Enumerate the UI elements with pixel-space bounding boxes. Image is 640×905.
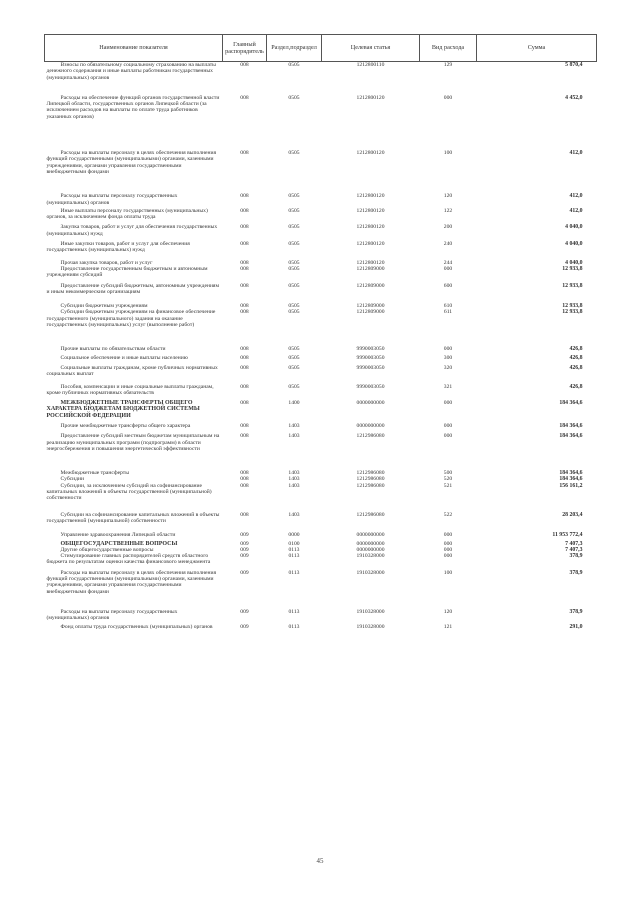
table-row bbox=[45, 400, 597, 423]
cell-name: Социальные выплаты гражданам, кроме публичных нормативных социальных выплат bbox=[46, 364, 218, 378]
header-vr: Вид расхода bbox=[420, 35, 477, 62]
cell-cs: 0000000000 bbox=[356, 422, 385, 429]
table-row bbox=[45, 624, 597, 630]
cell-gr: 008 bbox=[240, 400, 249, 407]
cell-sum: 426,8 bbox=[569, 364, 583, 371]
cell-sum: 184 364,6 bbox=[559, 400, 583, 407]
cell-rz: 0505 bbox=[288, 259, 300, 266]
cell-gr: 008 bbox=[240, 383, 249, 390]
table-row bbox=[45, 365, 597, 384]
cell-sum: 156 161,2 bbox=[559, 482, 583, 489]
cell-name: Расходы на выплаты персоналу государственных (муниципальных) органов bbox=[46, 193, 178, 206]
cell-vr: 320 bbox=[443, 364, 453, 371]
cell-rz: 1403 bbox=[288, 476, 300, 483]
cell-name: Взносы по обязательному социальному страхованию на выплаты денежного содержания и иные выплаты работникам государственных (муниципальных) органов bbox=[46, 62, 216, 81]
cell-sum: 426,8 bbox=[569, 383, 583, 390]
header-cs: Целевая статья bbox=[322, 35, 420, 62]
cell-cs: 1212809000 bbox=[356, 309, 385, 316]
table-header-row bbox=[45, 35, 597, 62]
cell-rz: 0505 bbox=[288, 62, 300, 68]
cell-name: МЕЖБЮДЖЕТНЫЕ ТРАНСФЕРТЫ ОБЩЕГО ХАРАКТЕРА БЮДЖЕТАМ БЮДЖЕТНОЙ СИСТЕМЫ РОССИЙСКОЙ ФЕДЕРАЦИИ bbox=[46, 400, 200, 419]
cell-gr: 009 bbox=[240, 540, 249, 547]
cell-vr: 244 bbox=[443, 259, 453, 266]
table-row bbox=[45, 224, 597, 241]
cell-sum: 378,9 bbox=[569, 553, 583, 560]
header-rz: Раздел,подраздел bbox=[267, 35, 322, 62]
cell-name: Расходы на выплаты персоналу в целях обеспечения выполнения функций государственными (муниципальными) органами, казенными учреждениями, органами управления государственными внебюджетными фондами bbox=[46, 150, 217, 175]
cell-sum: 412,0 bbox=[569, 150, 583, 157]
cell-gr: 008 bbox=[240, 476, 249, 483]
cell-name: Межбюджетные трансферты bbox=[60, 470, 129, 477]
cell-vr: 610 bbox=[443, 303, 453, 310]
cell-sum: 7 407,3 bbox=[565, 546, 583, 553]
table-row bbox=[45, 241, 597, 260]
cell-name: Прочие межбюджетные трансферты общего характера bbox=[60, 422, 191, 429]
cell-rz: 0505 bbox=[288, 282, 300, 289]
cell-rz: 0505 bbox=[288, 224, 300, 231]
cell-rz: 0505 bbox=[288, 383, 300, 390]
cell-rz: 0505 bbox=[288, 364, 300, 371]
cell-gr: 008 bbox=[240, 346, 249, 353]
header-sum: Сумма bbox=[477, 35, 597, 62]
cell-sum: 5 870,4 bbox=[565, 62, 583, 68]
cell-vr: 100 bbox=[443, 569, 453, 576]
cell-sum: 11 953 772,4 bbox=[552, 532, 583, 539]
cell-sum: 412,0 bbox=[569, 193, 583, 200]
cell-rz: 0505 bbox=[288, 346, 300, 353]
cell-name: Иные закупки товаров, работ и услуг для обеспечения государственных (муниципальных) нужд bbox=[46, 241, 190, 254]
cell-sum: 7 407,3 bbox=[565, 540, 583, 547]
cell-name: Расходы на выплаты персоналу государственных (муниципальных) органов bbox=[46, 608, 178, 622]
cell-name: Фонд оплаты труда государственных (муниципальных) органов bbox=[60, 623, 213, 630]
cell-rz: 0113 bbox=[288, 553, 300, 560]
cell-name: Иные выплаты персоналу государственных (муниципальных) органов, за исключением фонда оплаты труда bbox=[46, 207, 208, 221]
cell-sum: 12 933,8 bbox=[562, 282, 583, 289]
cell-sum: 426,8 bbox=[569, 354, 583, 361]
cell-rz: 1400 bbox=[288, 400, 300, 407]
cell-gr: 008 bbox=[240, 193, 249, 200]
table-row bbox=[45, 609, 597, 624]
cell-vr: 000 bbox=[443, 433, 453, 440]
cell-vr: 611 bbox=[443, 309, 453, 316]
cell-gr: 008 bbox=[240, 470, 249, 477]
cell-cs: 9990003050 bbox=[356, 354, 385, 361]
cell-sum: 426,8 bbox=[569, 346, 583, 353]
cell-name: Предоставление государственным бюджетным и автономным учреждениям субсидий bbox=[46, 265, 208, 279]
table-row bbox=[45, 355, 597, 365]
cell-vr: 500 bbox=[443, 470, 453, 477]
cell-rz: 0505 bbox=[288, 207, 300, 214]
cell-name: Субсидии на софинансирование капитальных вложений в объекты государственной (муниципальной) собственности bbox=[46, 511, 220, 524]
cell-vr: 000 bbox=[443, 546, 453, 553]
table-row bbox=[45, 433, 597, 470]
cell-cs: 1212800120 bbox=[356, 94, 385, 101]
cell-rz: 0505 bbox=[288, 193, 300, 200]
cell-gr: 009 bbox=[240, 546, 249, 553]
table-row bbox=[45, 95, 597, 150]
cell-gr: 008 bbox=[240, 364, 249, 371]
cell-cs: 1910328000 bbox=[356, 623, 385, 630]
cell-name: Субсидии, за исключением субсидий на софинансирование капитальных вложений в объекты государственной (муниципальной) собственности bbox=[46, 482, 212, 502]
cell-vr: 000 bbox=[443, 540, 453, 547]
cell-sum: 12 933,8 bbox=[562, 265, 583, 272]
cell-rz: 0113 bbox=[288, 608, 300, 615]
cell-cs: 1212800120 bbox=[356, 150, 385, 157]
cell-vr: 520 bbox=[443, 476, 453, 483]
page-number: 45 bbox=[316, 857, 324, 865]
cell-vr: 000 bbox=[443, 532, 453, 539]
cell-gr: 008 bbox=[240, 282, 249, 289]
cell-name: Предоставление субсидий бюджетным, автономным учреждениям и иным некоммерческим организациям bbox=[46, 282, 220, 295]
cell-gr: 008 bbox=[240, 511, 249, 518]
table-row bbox=[45, 483, 597, 512]
cell-gr: 009 bbox=[240, 569, 249, 576]
table-row bbox=[45, 62, 597, 95]
table-row bbox=[45, 150, 597, 193]
cell-sum: 4 040,0 bbox=[565, 259, 583, 266]
cell-rz: 0113 bbox=[288, 569, 300, 576]
cell-gr: 009 bbox=[240, 553, 249, 560]
cell-vr: 000 bbox=[443, 422, 453, 429]
cell-name: Субсидии bbox=[60, 476, 84, 483]
cell-cs: 1910328000 bbox=[356, 569, 385, 576]
cell-sum: 412,0 bbox=[569, 207, 583, 214]
cell-rz: 1403 bbox=[288, 422, 300, 429]
cell-name: Другие общегосударственные вопросы bbox=[60, 546, 154, 553]
cell-vr: 522 bbox=[443, 511, 453, 518]
cell-name: Предоставление субсидий местным бюджетам муниципальным на реализацию муниципальных программ (подпрограмм) в области энергосбережения и повышения энергетической эффективности bbox=[46, 433, 220, 452]
cell-vr: 521 bbox=[443, 482, 453, 489]
cell-cs: 9990003050 bbox=[356, 346, 385, 353]
cell-cs: 0000000000 bbox=[356, 540, 385, 547]
cell-cs: 1212986080 bbox=[356, 482, 385, 489]
cell-vr: 120 bbox=[443, 608, 453, 615]
table-row bbox=[45, 532, 597, 540]
cell-gr: 008 bbox=[240, 303, 249, 310]
cell-cs: 1212800120 bbox=[356, 193, 385, 200]
table-row bbox=[45, 193, 597, 208]
cell-sum: 12 933,8 bbox=[562, 309, 583, 316]
cell-rz: 0113 bbox=[288, 546, 300, 553]
cell-rz: 0100 bbox=[288, 540, 300, 547]
cell-rz: 1403 bbox=[288, 433, 300, 440]
cell-rz: 0505 bbox=[288, 150, 300, 157]
cell-gr: 008 bbox=[240, 265, 249, 272]
cell-rz: 1403 bbox=[288, 511, 300, 518]
cell-vr: 121 bbox=[443, 623, 453, 630]
cell-vr: 122 bbox=[443, 207, 453, 214]
table-row bbox=[45, 208, 597, 225]
cell-cs: 9990003050 bbox=[356, 364, 385, 371]
cell-rz: 0113 bbox=[288, 623, 300, 630]
cell-cs: 1910328000 bbox=[356, 608, 385, 615]
cell-cs: 1212809000 bbox=[356, 282, 385, 289]
cell-cs: 1212800120 bbox=[356, 207, 385, 214]
cell-rz: 0505 bbox=[288, 94, 300, 101]
cell-rz: 0505 bbox=[288, 265, 300, 272]
cell-gr: 009 bbox=[240, 623, 249, 630]
cell-sum: 378,9 bbox=[569, 608, 583, 615]
table-row bbox=[45, 266, 597, 283]
cell-gr: 008 bbox=[240, 422, 249, 429]
cell-rz: 0000 bbox=[288, 532, 300, 539]
cell-vr: 129 bbox=[443, 62, 453, 68]
cell-gr: 009 bbox=[240, 532, 249, 539]
header-name: Наименование показателя bbox=[45, 35, 223, 62]
cell-sum: 12 933,8 bbox=[562, 303, 583, 310]
cell-rz: 0505 bbox=[288, 309, 300, 316]
cell-gr: 008 bbox=[240, 62, 249, 68]
cell-gr: 008 bbox=[240, 224, 249, 231]
cell-sum: 184 364,6 bbox=[559, 422, 583, 429]
cell-cs: 1212986080 bbox=[356, 470, 385, 477]
cell-name: Управление здравоохранения Липецкой области bbox=[60, 532, 176, 539]
cell-cs: 1212809000 bbox=[356, 303, 385, 310]
cell-cs: 1212800120 bbox=[356, 224, 385, 231]
cell-gr: 008 bbox=[240, 433, 249, 440]
cell-cs: 1212800120 bbox=[356, 259, 385, 266]
cell-vr: 000 bbox=[443, 94, 453, 101]
cell-cs: 0000000000 bbox=[356, 400, 385, 407]
cell-name: Субсидии бюджетным учреждениям bbox=[60, 303, 148, 310]
cell-vr: 100 bbox=[443, 150, 453, 157]
cell-name: Стимулирование главных распорядителей средств областного бюджета по результатам оценки качества финансового менеджмента bbox=[46, 553, 211, 566]
cell-sum: 28 203,4 bbox=[562, 511, 583, 518]
cell-cs: 1212800120 bbox=[356, 241, 385, 248]
cell-gr: 008 bbox=[240, 241, 249, 248]
cell-sum: 4 040,0 bbox=[565, 224, 583, 231]
cell-vr: 000 bbox=[443, 265, 453, 272]
table-row bbox=[45, 309, 597, 346]
cell-vr: 300 bbox=[443, 354, 453, 361]
table-row bbox=[45, 283, 597, 304]
cell-name: Расходы на обеспечение функций органов государственной власти Липецкой области, государственных органов Липецкой области (за исключением расходов на выплаты по оплате труда работников указанных органов) bbox=[46, 94, 220, 120]
cell-sum: 378,9 bbox=[569, 569, 583, 576]
budget-table bbox=[44, 34, 597, 630]
table-row bbox=[45, 553, 597, 570]
cell-gr: 008 bbox=[240, 150, 249, 157]
cell-cs: 1212809000 bbox=[356, 265, 385, 272]
cell-name: Закупка товаров, работ и услуг для обеспечения государственных (муниципальных) нужд bbox=[46, 224, 218, 237]
cell-sum: 291,0 bbox=[569, 623, 583, 630]
cell-cs: 1910328000 bbox=[356, 553, 385, 560]
cell-sum: 184 364,6 bbox=[559, 476, 583, 483]
cell-name: ОБЩЕГОСУДАРСТВЕННЫЕ ВОПРОСЫ bbox=[60, 540, 178, 547]
cell-vr: 240 bbox=[443, 241, 453, 248]
cell-gr: 008 bbox=[240, 482, 249, 489]
cell-sum: 4 452,0 bbox=[565, 94, 583, 101]
cell-cs: 1212986080 bbox=[356, 433, 385, 440]
cell-vr: 000 bbox=[443, 400, 453, 407]
cell-name: Расходы на выплаты персоналу в целях обеспечения выполнения функций государственными (муниципальными) органами, казенными учреждениями, органами управления государственными внебюджетными фондами bbox=[46, 569, 217, 595]
cell-cs: 0000000000 bbox=[356, 546, 385, 553]
table-row bbox=[45, 512, 597, 533]
cell-rz: 0505 bbox=[288, 241, 300, 248]
header-gr: Главный распорядитель bbox=[223, 35, 267, 62]
cell-rz: 0505 bbox=[288, 303, 300, 310]
cell-name: Прочая закупка товаров, работ и услуг bbox=[60, 259, 153, 266]
table-row bbox=[45, 384, 597, 401]
cell-vr: 321 bbox=[443, 383, 453, 390]
cell-vr: 600 bbox=[443, 282, 453, 289]
cell-vr: 200 bbox=[443, 224, 453, 231]
table-row bbox=[45, 570, 597, 609]
cell-vr: 000 bbox=[443, 346, 453, 353]
cell-cs: 1212986080 bbox=[356, 511, 385, 518]
cell-gr: 008 bbox=[240, 207, 249, 214]
cell-sum: 4 040,0 bbox=[565, 241, 583, 248]
cell-name: Прочие выплаты по обязательствам области bbox=[60, 346, 166, 353]
cell-gr: 008 bbox=[240, 259, 249, 266]
cell-name: Субсидии бюджетным учреждениям на финансовое обеспечение государственного (муниципального) задания на оказание государственных (муниципальных) услуг (выполнение работ) bbox=[46, 309, 216, 329]
cell-gr: 009 bbox=[240, 608, 249, 615]
cell-gr: 008 bbox=[240, 309, 249, 316]
table-row bbox=[45, 346, 597, 354]
cell-name: Социальное обеспечение и иные выплаты населению bbox=[60, 354, 188, 361]
cell-sum: 184 364,6 bbox=[559, 433, 583, 440]
cell-sum: 184 364,6 bbox=[559, 470, 583, 477]
cell-name: Пособия, компенсации и иные социальные выплаты гражданам, кроме публичных нормативных обязательств bbox=[46, 383, 214, 396]
cell-rz: 1403 bbox=[288, 482, 300, 489]
cell-cs: 0000000000 bbox=[356, 532, 385, 539]
cell-gr: 008 bbox=[240, 94, 249, 101]
table-row bbox=[45, 423, 597, 433]
cell-cs: 9990003050 bbox=[356, 383, 385, 390]
cell-cs: 1212986080 bbox=[356, 476, 385, 483]
cell-gr: 008 bbox=[240, 354, 249, 361]
cell-rz: 1403 bbox=[288, 470, 300, 477]
cell-rz: 0505 bbox=[288, 354, 300, 361]
cell-vr: 120 bbox=[443, 193, 453, 200]
cell-vr: 000 bbox=[443, 553, 453, 560]
cell-cs: 1212800110 bbox=[356, 62, 385, 68]
